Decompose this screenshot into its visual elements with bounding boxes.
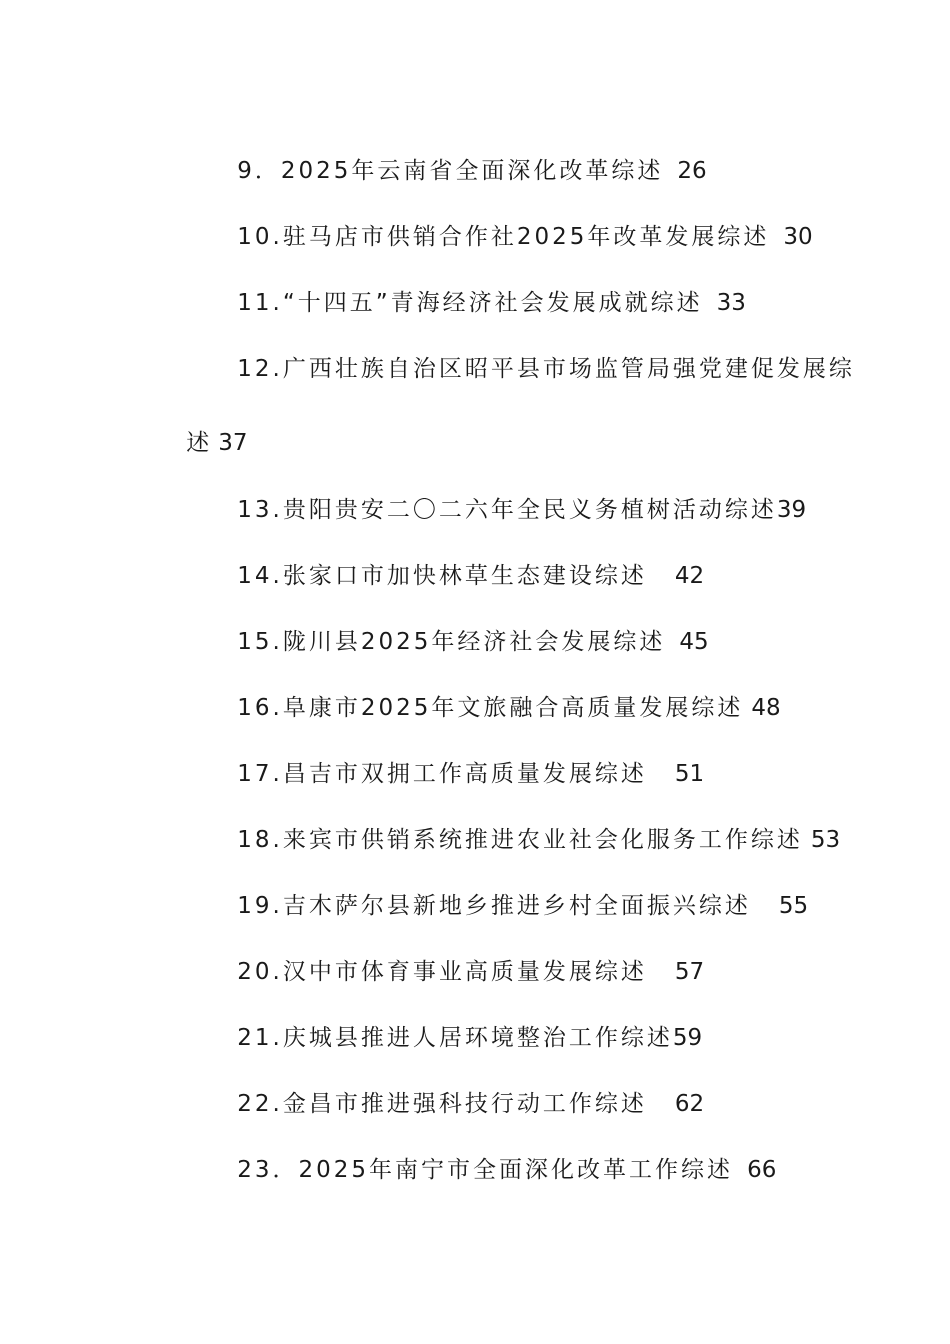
toc-entry-page: 66	[747, 1157, 777, 1183]
toc-entry-page: 62	[674, 1091, 705, 1117]
toc-entry-page: 59	[672, 1025, 703, 1051]
toc-entry-title: 17.昌吉市双拥工作高质量发展综述	[237, 761, 647, 787]
toc-entry-title: 21.庆城县推进人居环境整治工作综述	[237, 1025, 673, 1051]
toc-entry-page: 37	[218, 430, 248, 456]
toc-entry-title: 12.广西壮族自治区昭平县市场监管局强党建促发展综	[237, 356, 855, 382]
toc-entry-page: 48	[751, 695, 781, 721]
toc-entry-title: 18.来宾市供销系统推进农业社会化服务工作综述	[237, 827, 803, 853]
toc-entry-title: 13.贵阳贵安二〇二六年全民义务植树活动综述	[237, 497, 777, 523]
toc-entry-page: 45	[679, 629, 709, 655]
toc-entry-title: 11.“十四五”青海经济社会发展成就综述	[237, 290, 703, 316]
toc-entry-title: 述	[186, 430, 213, 456]
toc-entry-page: 30	[783, 224, 813, 250]
toc-entry-title: 14.张家口市加快林草生态建设综述	[237, 563, 647, 589]
toc-entry-page: 55	[778, 893, 809, 919]
toc-entry-page: 42	[674, 563, 705, 589]
toc-entry-23	[196, 1125, 776, 1215]
toc-entry-title: 10.驻马店市供销合作社2025年改革发展综述	[237, 224, 770, 250]
toc-entry-page: 39	[776, 497, 807, 523]
toc-entry-title: 19.吉木萨尔县新地乡推进乡村全面振兴综述	[237, 893, 751, 919]
toc-entry-12	[196, 324, 855, 414]
toc-entry-title: 9．2025年云南省全面深化改革综述	[237, 158, 664, 184]
toc-entry-title: 16.阜康市2025年文旅融合高质量发展综述	[237, 695, 744, 721]
toc-entry-title: 15.陇川县2025年经济社会发展综述	[237, 629, 666, 655]
toc-entry-page: 33	[716, 290, 746, 316]
toc-entry-page: 51	[674, 761, 705, 787]
toc-entry-page: 57	[674, 959, 705, 985]
toc-entry-page: 53	[810, 827, 841, 853]
toc-entry-page: 26	[677, 158, 707, 184]
toc-entry-title: 20.汉中市体育事业高质量发展综述	[237, 959, 647, 985]
toc-entry-title: 22.金昌市推进强科技行动工作综述	[237, 1091, 647, 1117]
toc-entry-title: 23．2025年南宁市全面深化改革工作综述	[237, 1157, 734, 1183]
